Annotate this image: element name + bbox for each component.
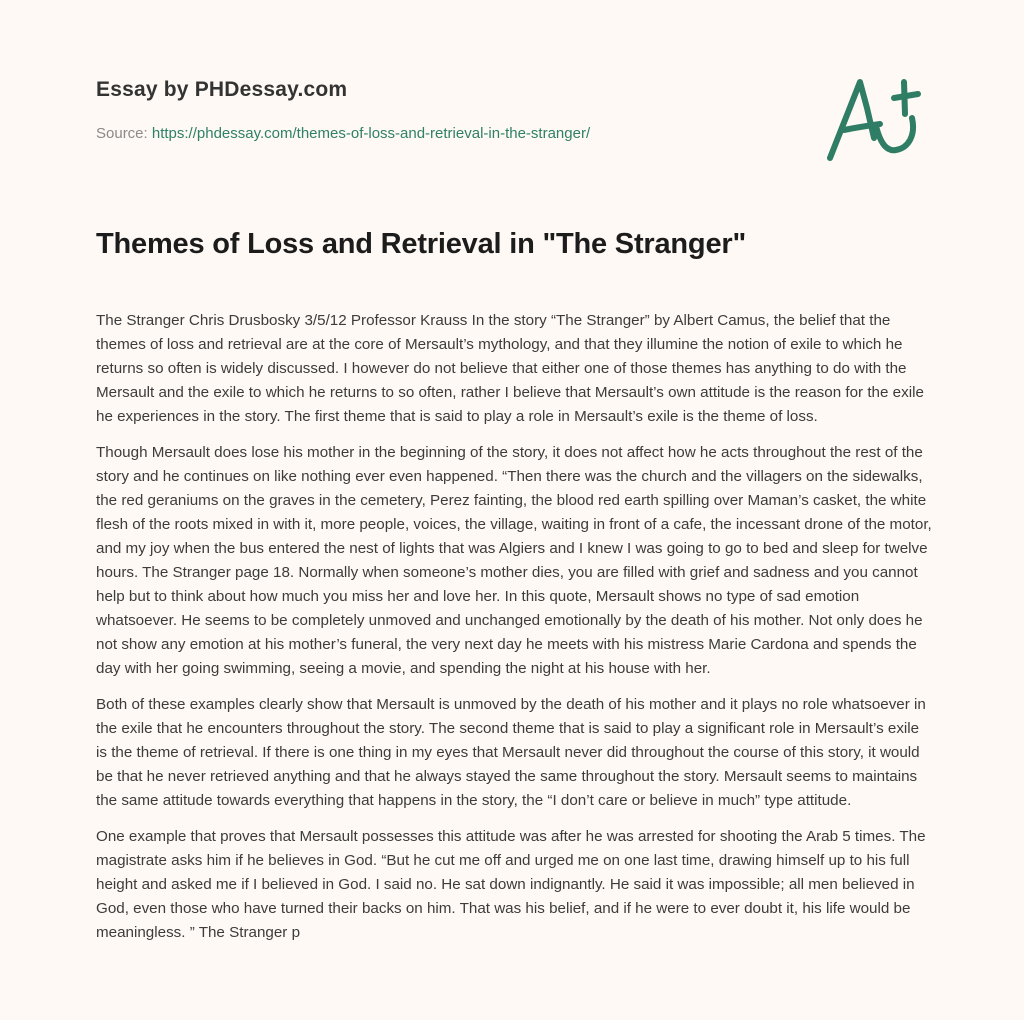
- essay-paragraph: One example that proves that Mersault possesses this attitude was after he was arrested for shooting the Arab 5 times. The magistrate asks him if he believes in God. “But he cut me off and urged me on one last time, drawing himself up to his full height and asked me if I believed in God. I said no. He sat down indignantly. He said it was impossible; all men believed in God, even those who have turned their backs on him. That was his belief, and if he were to ever doubt it, his life would be meaningless. ” The Stranger p: [96, 828, 926, 941]
- essay-paragraph: Both of these examples clearly show that Mersault is unmoved by the death of his mother and it plays no role whatsoever in the exile that he encounters throughout the story. The second theme that is said to play a significant role in Mersault’s exile is the theme of retrieval. If there is one thing in my eyes that Mersault never did throughout the course of this story, it would be that he never retrieved anything and that he always stayed the same throughout the story. Mersault seems to maintains the same attitude towards everything that happens in the story, the “I don’t care or believe in much” type attitude.: [96, 696, 926, 809]
- brand-title: Essay by PHDessay.com: [96, 78, 348, 101]
- source-line: [96, 124, 926, 144]
- a-plus-grade-icon: [820, 68, 930, 168]
- source-link[interactable]: https://phdessay.com/themes-of-loss-and-retrieval-in-the-stranger/: [151, 125, 591, 142]
- source-label: Source:: [96, 125, 148, 142]
- essay-paragraph: The Stranger Chris Drusbosky 3/5/12 Professor Krauss In the story “The Stranger” by Albert Camus, the belief that the themes of loss and retrieval are at the core of Mersault’s mythology, and that they illumine the notion of exile to which he returns so often is widely discussed. I however do not believe that either one of those themes has anything to do with the Mersault and the exile to which he returns to so often, rather I believe that Mersault’s own attitude is the reason for the exile he experiences in the story. The first theme that is said to play a role in Mersault’s exile is the theme of loss.: [96, 312, 924, 425]
- essay-title: Themes of Loss and Retrieval in "The Stranger": [96, 228, 747, 260]
- essay-paragraph: Though Mersault does lose his mother in the beginning of the story, it does not affect how he acts throughout the rest of the story and he continues on like nothing ever even happened. “Then there was the church and the villagers on the sidewalks, the red geraniums on the graves in the cemetery, Perez fainting, the blood red earth spilling over Maman’s casket, the white flesh of the roots mixed in with it, more people, voices, the village, waiting in front of a cafe, the incessant drone of the motor, and my joy when the bus entered the nest of lights that was Algiers and I knew I was going to go to bed and sleep for twelve hours. The Stranger page 18. Normally when someone’s mother dies, you are filled with grief and sadness and you cannot help but to think about how much you miss her and love her. In this quote, Mersault shows no type of sad emotion whatsoever. He seems to be completely unmoved and unchanged emotionally by the death of his mother. Not only does he not show any emotion at his mother’s funeral, the very next day he meets with his mistress Marie Cardona and spends the day with her going swimming, seeing a movie, and spending the night at his house with her.: [96, 444, 932, 677]
- page-header: [96, 74, 926, 144]
- essay-body: [96, 309, 932, 957]
